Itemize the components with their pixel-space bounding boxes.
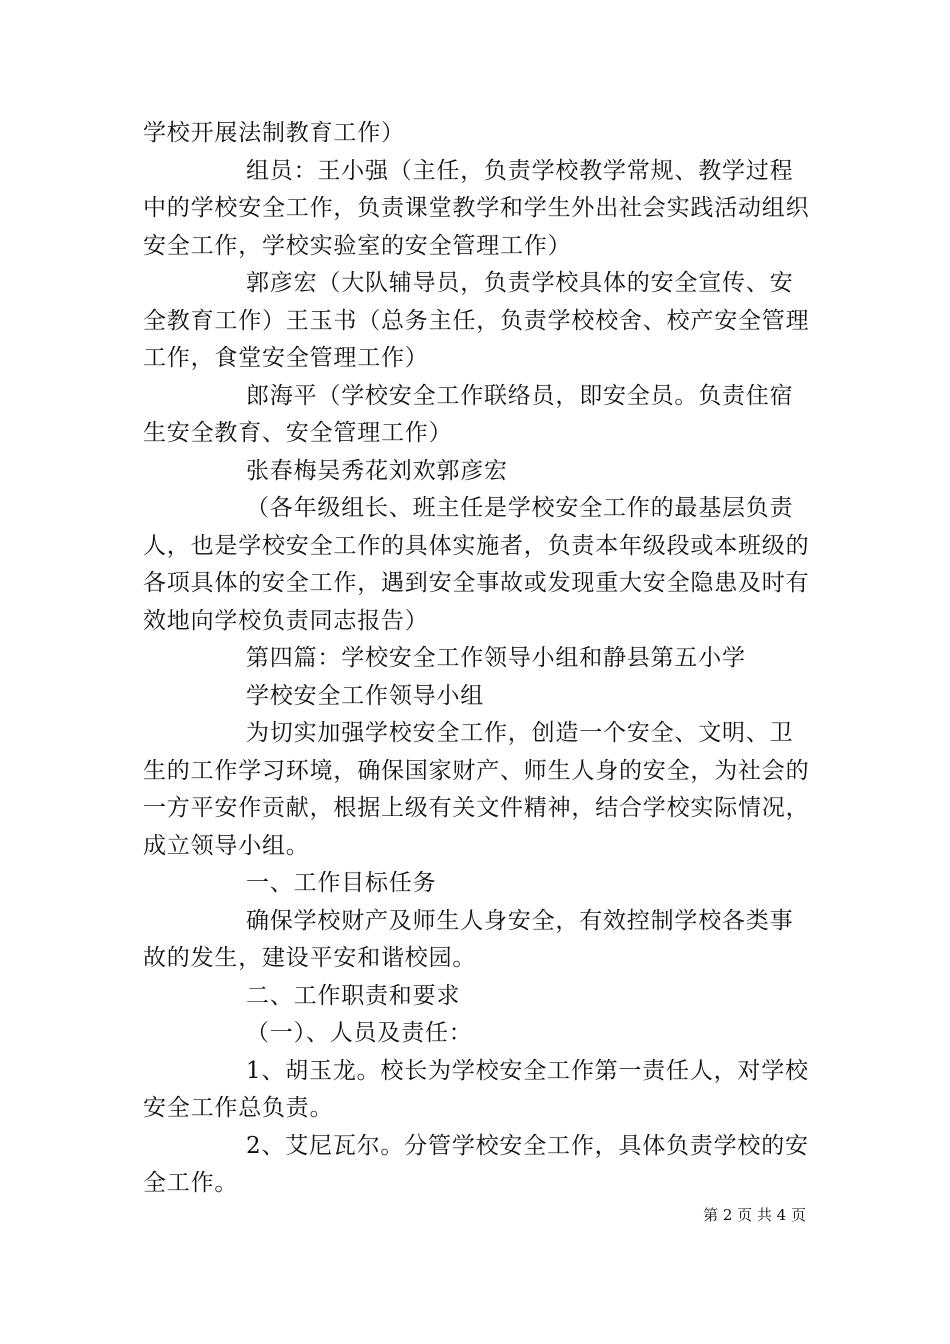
section-heading: 第四篇：学校安全工作领导小组和静县第五小学 (246, 645, 746, 671)
section-heading: 一、工作目标任务 (246, 870, 437, 896)
section-heading: 二、工作职责和要求 (246, 982, 461, 1009)
list-item: 1、胡玉龙。校长为学校安全工作第一责任人，对学校安全工作总负责。 (143, 1057, 809, 1121)
paragraph: 组员：王小强（主任，负责学校教学常规、教学过程中的学校安全工作，负责课堂教学和学生外出社会实践活动组织安全工作，学校实验室的安全管理工作） (143, 157, 810, 259)
section-heading: （一）、人员及责任： (246, 1020, 473, 1046)
list-item: 2、艾尼瓦尔。分管学校安全工作，具体负责学校的安全工作。 (143, 1132, 809, 1196)
paragraph: 郎海平（学校安全工作联络员，即安全员。负责住宿生安全教育、安全管理工作） (143, 382, 794, 446)
paragraph: 学校开展法制教育工作） (143, 120, 405, 146)
page-number: 第 2 页 共 4 页 (703, 1206, 806, 1224)
paragraph: 张春梅吴秀花刘欢郭彦宏 (246, 457, 508, 484)
paragraph: （各年级组长、班主任是学校安全工作的最基层负责人，也是学校安全工作的具体实施者，负责本年级段或本班级的各项具体的安全工作，遇到安全事故或发现重大安全隐患及时有效地向学校负责同志报告） (143, 495, 810, 634)
document-body (143, 115, 815, 1203)
section-heading: 学校安全工作领导小组 (246, 682, 484, 709)
paragraph: 确保学校财产及师生人身安全，有效控制学校各类事故的发生，建设平安和谐校园。 (143, 907, 794, 971)
paragraph: 郭彦宏（大队辅导员，负责学校具体的安全宣传、安全教育工作）王玉书（总务主任，负责学校校舍、校产安全管理工作，食堂安全管理工作） (143, 270, 810, 371)
paragraph: 为切实加强学校安全工作，创造一个安全、文明、卫生的工作学习环境，确保国家财产、师生人身的安全，为社会的一方平安作贡献，根据上级有关文件精神，结合学校实际情况，成立领导小组。 (143, 720, 810, 859)
